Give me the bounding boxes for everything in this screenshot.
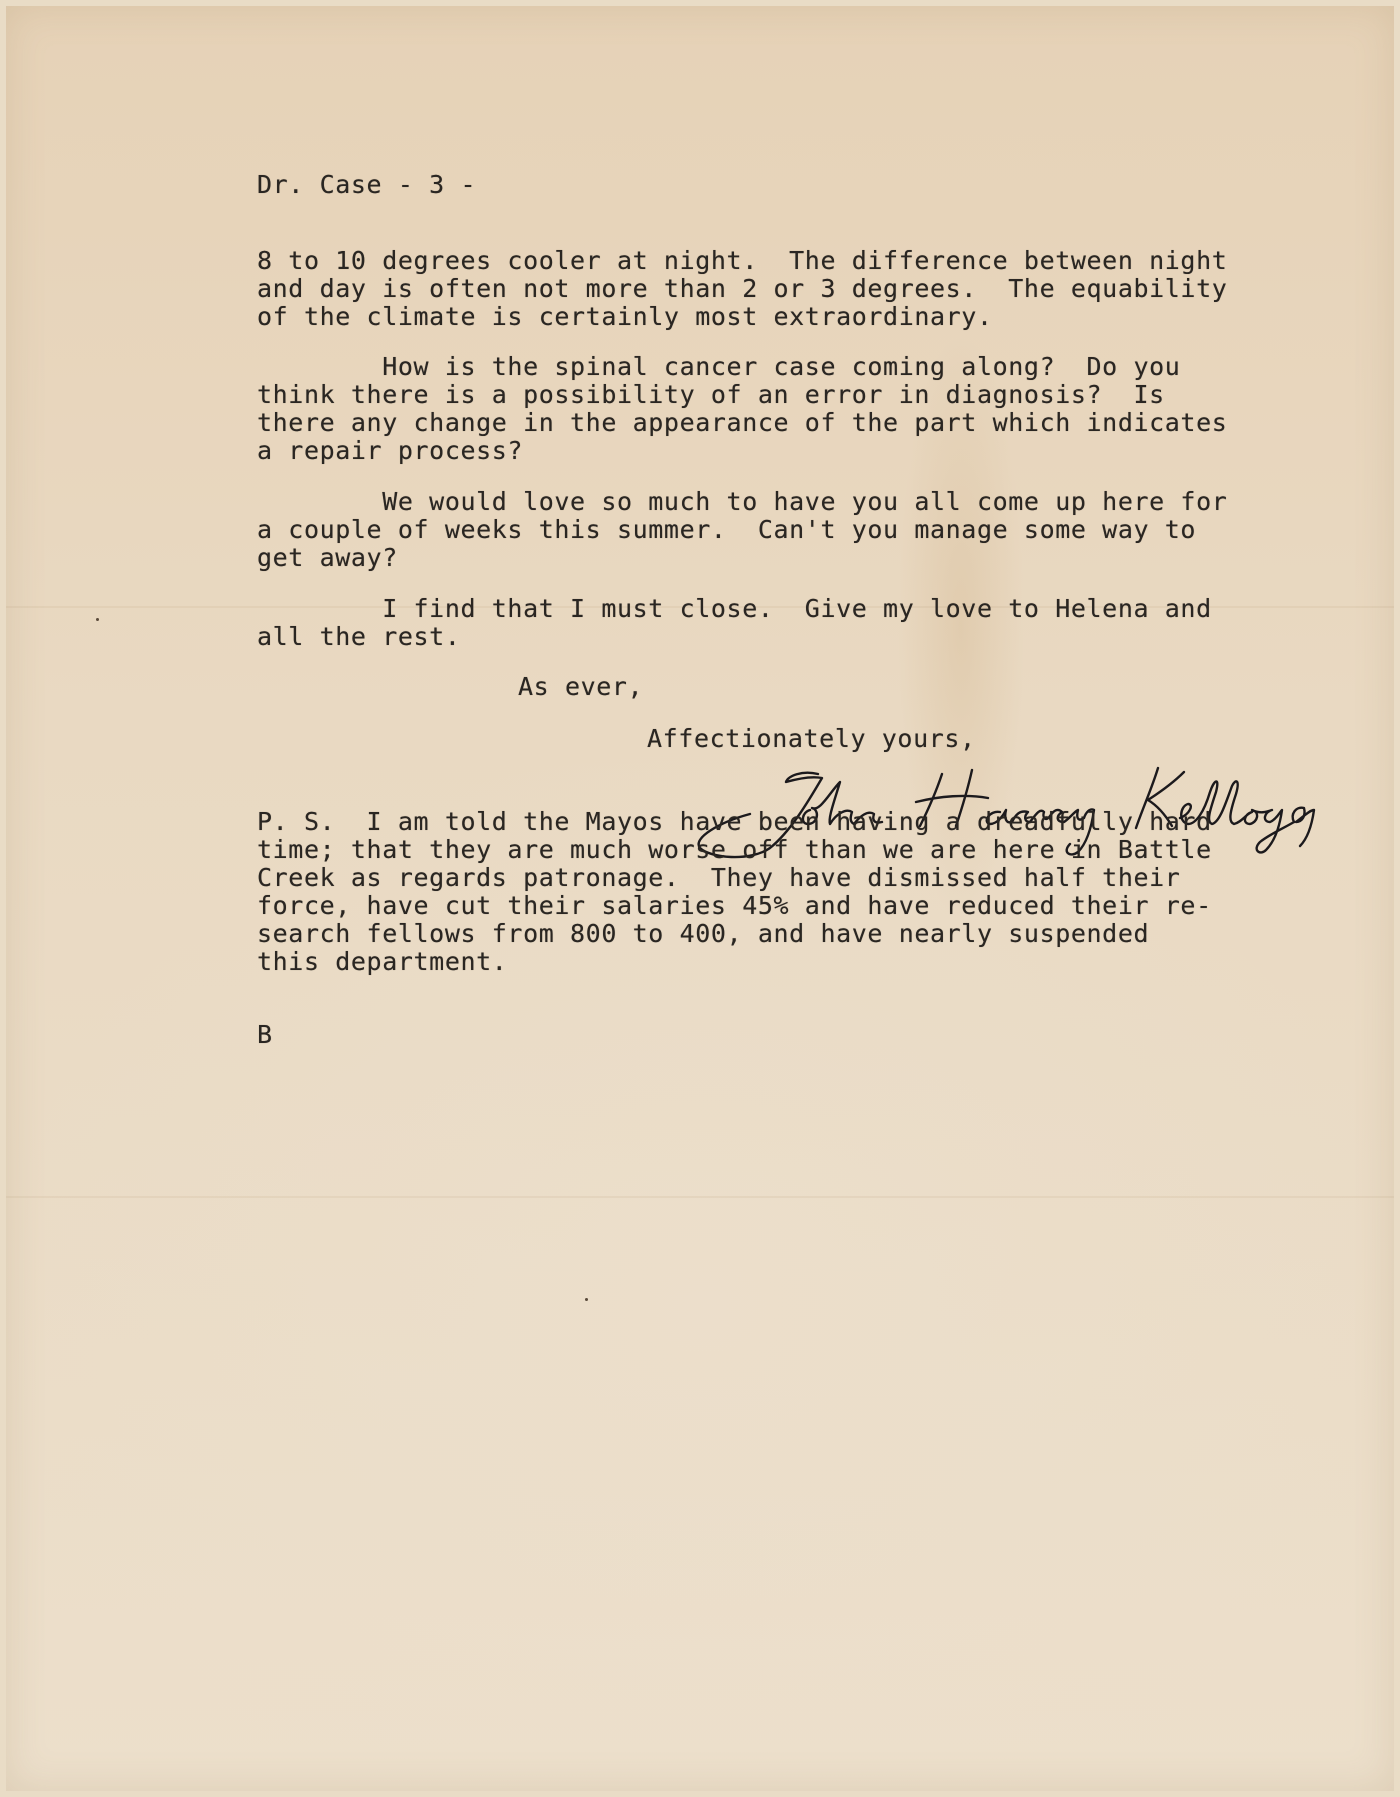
text-line: We would love so much to have you all come up here for: [257, 487, 1228, 516]
closing-as-ever: As ever,: [518, 672, 644, 701]
text-line: there any change in the appearance of the part which indicates: [257, 408, 1228, 437]
paper-speck: [96, 618, 99, 621]
text-line: Creek as regards patronage. They have dismissed half their: [257, 863, 1181, 892]
text-line: a repair process?: [257, 436, 524, 465]
text-line: all the rest.: [257, 622, 461, 651]
text-line: think there is a possibility of an error in diagnosis? Is: [257, 380, 1165, 409]
text-line: and day is often not more than 2 or 3 degrees. The equability: [257, 274, 1228, 303]
page-header: Dr. Case - 3 -: [257, 170, 477, 199]
text-line: P. S. I am told the Mayos have been having a dreadfully hard: [257, 807, 1212, 836]
text-line: of the climate is certainly most extraordinary.: [257, 302, 993, 331]
typist-initials: B: [257, 1020, 273, 1049]
text-line: get away?: [257, 543, 398, 572]
text-line: How is the spinal cancer case coming along? Do you: [257, 352, 1181, 381]
paper-speck: [585, 1298, 588, 1301]
text-line: a couple of weeks this summer. Can't you manage some way to: [257, 515, 1197, 544]
paper-fold: [6, 1196, 1394, 1198]
text-line: 8 to 10 degrees cooler at night. The difference between night: [257, 246, 1228, 275]
closing-affectionately: Affectionately yours,: [647, 724, 976, 753]
text-line: search fellows from 800 to 400, and have nearly suspended: [257, 919, 1150, 948]
text-line: I find that I must close. Give my love to Helena and: [257, 594, 1212, 623]
text-line: force, have cut their salaries 45% and have reduced their re-: [257, 891, 1212, 920]
text-line: this department.: [257, 947, 508, 976]
text-line: time; that they are much worse off than we are here in Battle: [257, 835, 1212, 864]
